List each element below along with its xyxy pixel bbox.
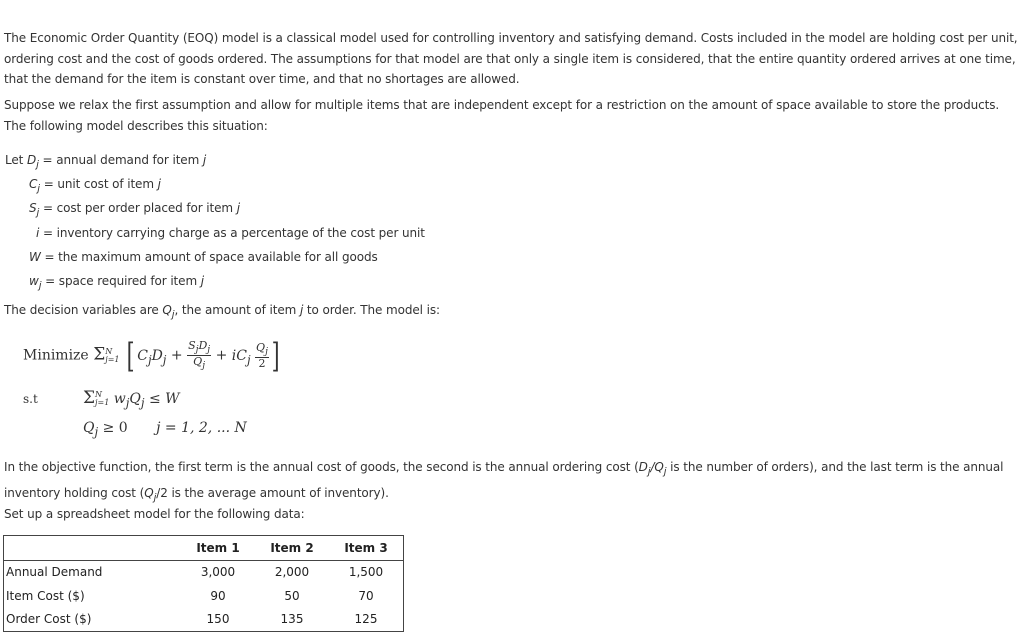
item-data-table (3, 535, 404, 632)
column-header: Item 3 (329, 536, 404, 561)
sum-symbol: Σ (83, 388, 96, 408)
definition-symbol: S (29, 201, 37, 215)
definition-subscript: j (36, 207, 40, 219)
table-row (4, 608, 404, 632)
definition-symbol: w (29, 274, 39, 288)
index-range: j = 1, 2, ... N (156, 420, 247, 436)
definition-subscript: j (38, 280, 42, 292)
explanation-part-2: is the number of orders), and the last term is the annual inventory holding cost ( (4, 460, 1004, 500)
definition-var: j (157, 177, 161, 191)
explanation-ratio: D (638, 460, 648, 474)
table-row (4, 560, 404, 584)
definition-symbol: C (29, 177, 38, 191)
definitions-lead: Let (5, 153, 24, 167)
table-cell: 1,500 (348, 565, 384, 580)
definition-text: = inventory carrying charge as a percentage of the cost per unit (42, 226, 425, 240)
sum-limits: N j=1 (95, 390, 110, 407)
explanation-part-3: /2 is the average amount of inventory). (156, 485, 389, 500)
definition-order-cost (29, 200, 240, 221)
definition-subscript: j (37, 183, 40, 195)
objective-explanation (4, 457, 1020, 509)
definition-text: = space required for item (45, 274, 201, 288)
row-label: Item Cost ($) (6, 588, 85, 603)
definition-text: = annual demand for item (42, 153, 203, 167)
definition-var: j (202, 153, 207, 167)
decision-variables-text (4, 300, 1020, 326)
nonneg-text: ≥ 0 (102, 420, 128, 436)
row-label: Annual Demand (6, 565, 103, 580)
explanation-ratio-sub-2: j (663, 466, 667, 478)
decision-subscript: j (171, 309, 175, 321)
space-constraint: Σ N j=1 $w_jQ_j \le W$ (83, 388, 180, 410)
column-header: Item 2 (255, 536, 329, 561)
table-corner (4, 536, 182, 561)
definition-symbol: D (26, 153, 37, 167)
definition-text: = unit cost of item (43, 177, 158, 191)
explanation-half-sub: j (153, 492, 157, 504)
definition-carrying-charge (36, 225, 425, 241)
column-header: Item 1 (181, 536, 255, 561)
explanation-ratio-sub: j (647, 466, 651, 478)
definition-max-space (29, 249, 378, 265)
sum-symbol: Σ (93, 344, 106, 365)
explanation-ratio-mid: /Q (650, 460, 664, 474)
definition-text: = the maximum amount of space available for all goods (44, 250, 378, 264)
holding-fraction: $\frac{Q_j}{2}$ (256, 341, 268, 371)
right-bracket: ] (271, 335, 280, 376)
constraint-rhs: ≤ W (148, 391, 180, 407)
row-label: Order Cost ($) (6, 612, 92, 627)
decision-end: to order. The model is: (303, 303, 440, 317)
setup-instruction: Set up a spreadsheet model for the following data: (4, 507, 305, 521)
decision-before: The decision variables are (4, 303, 163, 317)
explanation-half: Q (144, 485, 154, 500)
decision-var: j (299, 303, 304, 317)
table-cell: 150 (206, 612, 230, 627)
definition-symbol: W (29, 250, 41, 264)
definition-space-required (29, 273, 204, 294)
ordering-fraction: $\frac{S_jD_j}{Q_j}$ (188, 339, 211, 372)
table-header-row (4, 536, 404, 561)
definition-demand (5, 152, 206, 173)
table-cell: 50 (284, 588, 300, 603)
objective-function: Minimize Σ N j=1 [ $C_jD_j$ + $\frac{S_jD_j}{Q_j}$ + $iC_j$ $\frac{Q_j}{2}$ ] (23, 335, 280, 376)
table-cell: 70 (358, 588, 374, 603)
nonnegativity-constraint: $Q_j \ge 0$ j = 1, 2, ... N (83, 420, 247, 439)
explanation-part-1: In the objective function, the first term is the annual cost of goods, the second is the annual ordering cost ( (4, 460, 639, 474)
definition-text: = cost per order placed for item (42, 201, 237, 215)
definition-var: j (200, 274, 204, 288)
definition-var: j (236, 201, 240, 215)
definition-unit-cost (29, 176, 161, 197)
intro-paragraph-2: Suppose we relax the first assumption and allow for multiple items that are independent except for a restriction on the amount of space available to store the products. The following model describes this situation: (4, 98, 1000, 133)
sum-limits: N j=1 (105, 346, 120, 364)
table-row (4, 584, 404, 608)
table-cell: 125 (354, 612, 378, 627)
decision-symbol: Q (162, 303, 172, 317)
decision-after: , the amount of item (174, 303, 300, 317)
table-cell: 135 (280, 612, 304, 627)
table-cell: 90 (210, 588, 226, 603)
definition-subscript: j (36, 159, 39, 171)
intro-paragraph-1: The Economic Order Quantity (EOQ) model is a classical model used for controlling inventory and satisfying demand. Costs included in the model are holding cost per unit, ordering cost and the cost of goods ordered. The assumptions for that model are that only a single item is considered, that the entire quantity ordered arrives at one time, that the demand for the item is constant over time, and that no shortages are allowed. (4, 31, 1018, 87)
minimize-label: Minimize (23, 347, 89, 364)
left-bracket: [ (126, 335, 135, 376)
table-cell: 3,000 (200, 565, 236, 580)
table-cell: 2,000 (274, 565, 310, 580)
definition-symbol: i (36, 226, 40, 240)
st-label: s.t (23, 392, 38, 406)
